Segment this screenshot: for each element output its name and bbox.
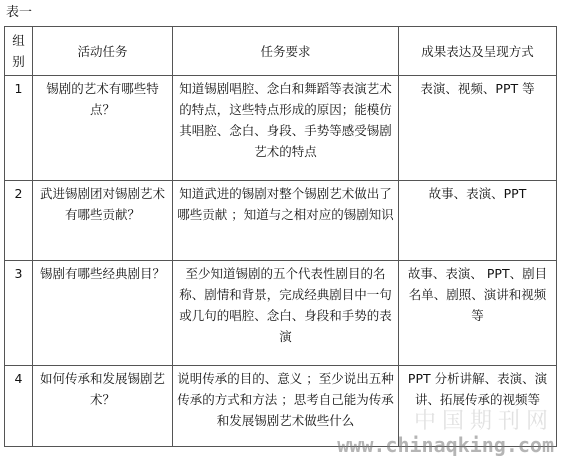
watermark-url: www.chinaqking.com [337,433,554,457]
requirements-cell: 至少知道锡剧的五个代表性剧目的名称、剧情和背景，完成经典剧目中一句或几句的唱腔、念白、身段和手势的表演 [173,261,399,366]
outcome-cell: 故事、表演、 PPT、剧目名单、剧照、演讲和视频等 [399,261,557,366]
requirements-cell: 知道武进的锡剧对整个锡剧艺术做出了哪些贡献 ；知道与之相对应的锡剧知识 [173,181,399,261]
watermark-logo: 中国期刊网 [413,409,554,434]
table-row [5,261,557,366]
outcome-cell: PPT 分析讲解、表演、演讲、拓展传承的视频等 [399,366,557,447]
table-row [5,76,557,181]
activity-table [4,26,557,447]
table-caption: 表一 [6,5,33,20]
header-outcome: 成果表达及呈现方式 [399,27,557,76]
table-row [5,181,557,261]
requirements-cell: 知道锡剧唱腔、念白和舞蹈等表演艺术的特点，这些特点形成的原因；能模仿其唱腔、念白、身段、手势等感受锡剧艺术的特点 [173,76,399,181]
group-number: 1 [5,76,33,181]
header-requirements: 任务要求 [173,27,399,76]
task-cell: 锡剧有哪些经典剧目？ [33,261,173,366]
group-number: 4 [5,366,33,447]
table-row [5,366,557,447]
group-number: 2 [5,181,33,261]
outcome-cell: 故事、表演、PPT [399,181,557,261]
task-cell: 锡剧的艺术有哪些特点？ [33,76,173,181]
header-task: 活动任务 [33,27,173,76]
header-group: 组别 [5,27,33,76]
task-cell: 武进锡剧团对锡剧艺术有哪些贡献？ [33,181,173,261]
group-number: 3 [5,261,33,366]
outcome-cell: 表演、视频、PPT 等 [399,76,557,181]
requirements-cell: 说明传承的目的、意义 ；至少说出五种传承的方式和方法 ；思考自己能为传承和发展锡剧艺术做些什么 [173,366,399,447]
table-header-row [5,27,557,76]
task-cell: 如何传承和发展锡剧艺术？ [33,366,173,447]
